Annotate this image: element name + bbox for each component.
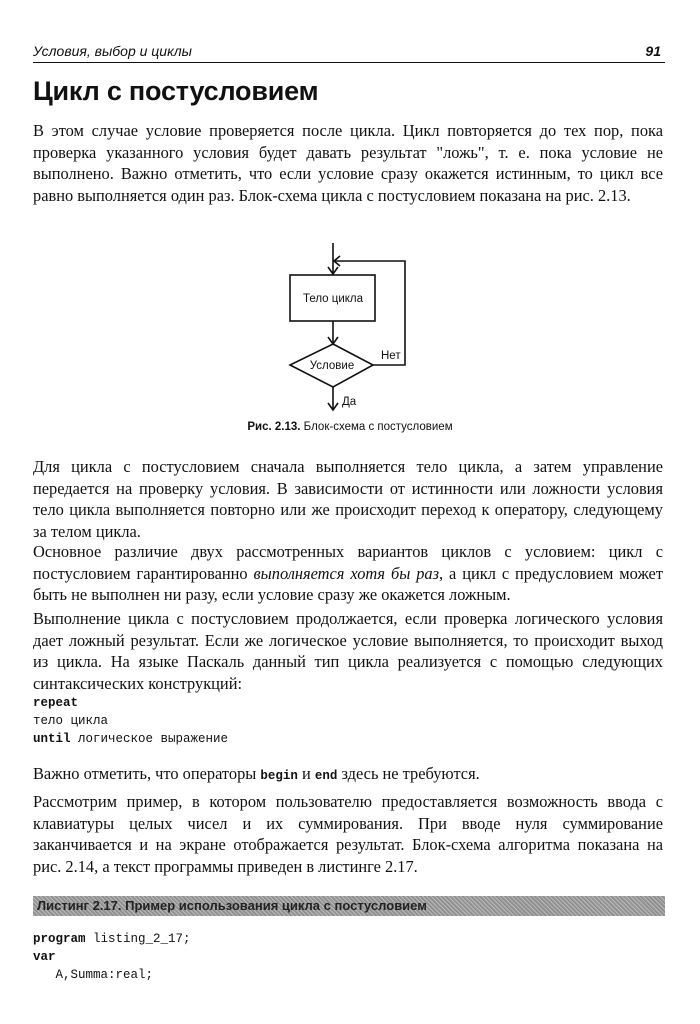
- note-text-mid: и: [297, 764, 315, 783]
- listing-title-bar: [33, 896, 665, 916]
- running-header: [33, 40, 665, 63]
- paragraph-difference: [33, 541, 663, 606]
- keyword-repeat: repeat: [33, 696, 79, 710]
- syntax-body-line: тело цикла: [33, 714, 109, 728]
- listing-code: [33, 930, 191, 984]
- keyword-var: var: [33, 950, 56, 964]
- emphasis-text: выполняется хотя бы раз: [253, 563, 440, 583]
- keyword-end: end: [314, 769, 338, 783]
- keyword-until: until: [33, 732, 71, 746]
- syntax-block: [33, 694, 228, 748]
- paragraph-difference-start: Основное различие двух рассмотренных вариантов циклов с условием: цикл с постусловием гарантированно: [33, 542, 663, 583]
- program-name: listing_2_17;: [85, 932, 191, 946]
- flowchart-figure: [220, 238, 480, 438]
- paragraph-note: [33, 763, 663, 788]
- figure-caption-number: Рис. 2.13.: [247, 421, 301, 433]
- yes-branch-label: Да: [342, 396, 357, 408]
- keyword-begin: begin: [260, 769, 298, 783]
- listing-title: Листинг 2.17. Пример использования цикла с постусловием: [37, 898, 427, 913]
- loop-body-label: Тело цикла: [302, 293, 364, 305]
- figure-caption: [220, 421, 480, 433]
- note-text-start: Важно отметить, что операторы: [33, 764, 261, 783]
- keyword-program: program: [33, 932, 86, 946]
- flowchart-diagram: [220, 238, 480, 423]
- paragraph-explanation: Для цикла с постусловием сначала выполняется тело цикла, а затем управление передается на проверку условия. В зависимости от истинности или ложности условия тело цикла выполняется повторно или же происходит переход к оператору, следующему за телом цикла.: [33, 457, 663, 541]
- section-title: Цикл с постусловием: [33, 76, 319, 106]
- syntax-condition-line: логическое выражение: [70, 732, 229, 746]
- chapter-title: Условия, выбор и циклы: [33, 43, 192, 59]
- note-text-end: здесь не требуются.: [337, 764, 480, 783]
- variable-declaration: A,Summa:real;: [33, 968, 154, 982]
- paragraph-difference-end: , а цикл с предусловием может быть не выполнен ни разу, если условие сразу же окажется ложным.: [33, 563, 663, 604]
- condition-label: Условие: [309, 360, 355, 372]
- paragraph-intro: В этом случае условие проверяется после цикла. Цикл повторяется до тех пор, пока проверка указанного условия будет давать результат "ложь", т. е. пока условие не выполнено. Важно отметить, что если условие сразу окажется истинным, то цикл все равно выполняется один раз. Блок-схема цикла с постусловием показана на рис. 2.13.: [33, 121, 663, 205]
- paragraph-syntax-intro: Выполнение цикла с постусловием продолжается, если проверка логического условия дает ложный результат. Если же логическое условие выполняется, то происходит выход из цикла. На языке Паскаль данный тип цикла реализуется с помощью следующих синтаксических конструкций:: [33, 609, 663, 693]
- page-number: 91: [645, 43, 661, 59]
- figure-caption-text: Блок-схема с постусловием: [300, 421, 453, 433]
- no-branch-label: Нет: [381, 350, 401, 362]
- paragraph-example: Рассмотрим пример, в котором пользователю предоставляется возможность ввода с клавиатуры целых чисел и их суммирования. При вводе нуля суммирование заканчивается и на экране отображается результат. Блок-схема алгоритма показана на рис. 2.14, а текст программы приведен в листинге 2.17.: [33, 792, 663, 876]
